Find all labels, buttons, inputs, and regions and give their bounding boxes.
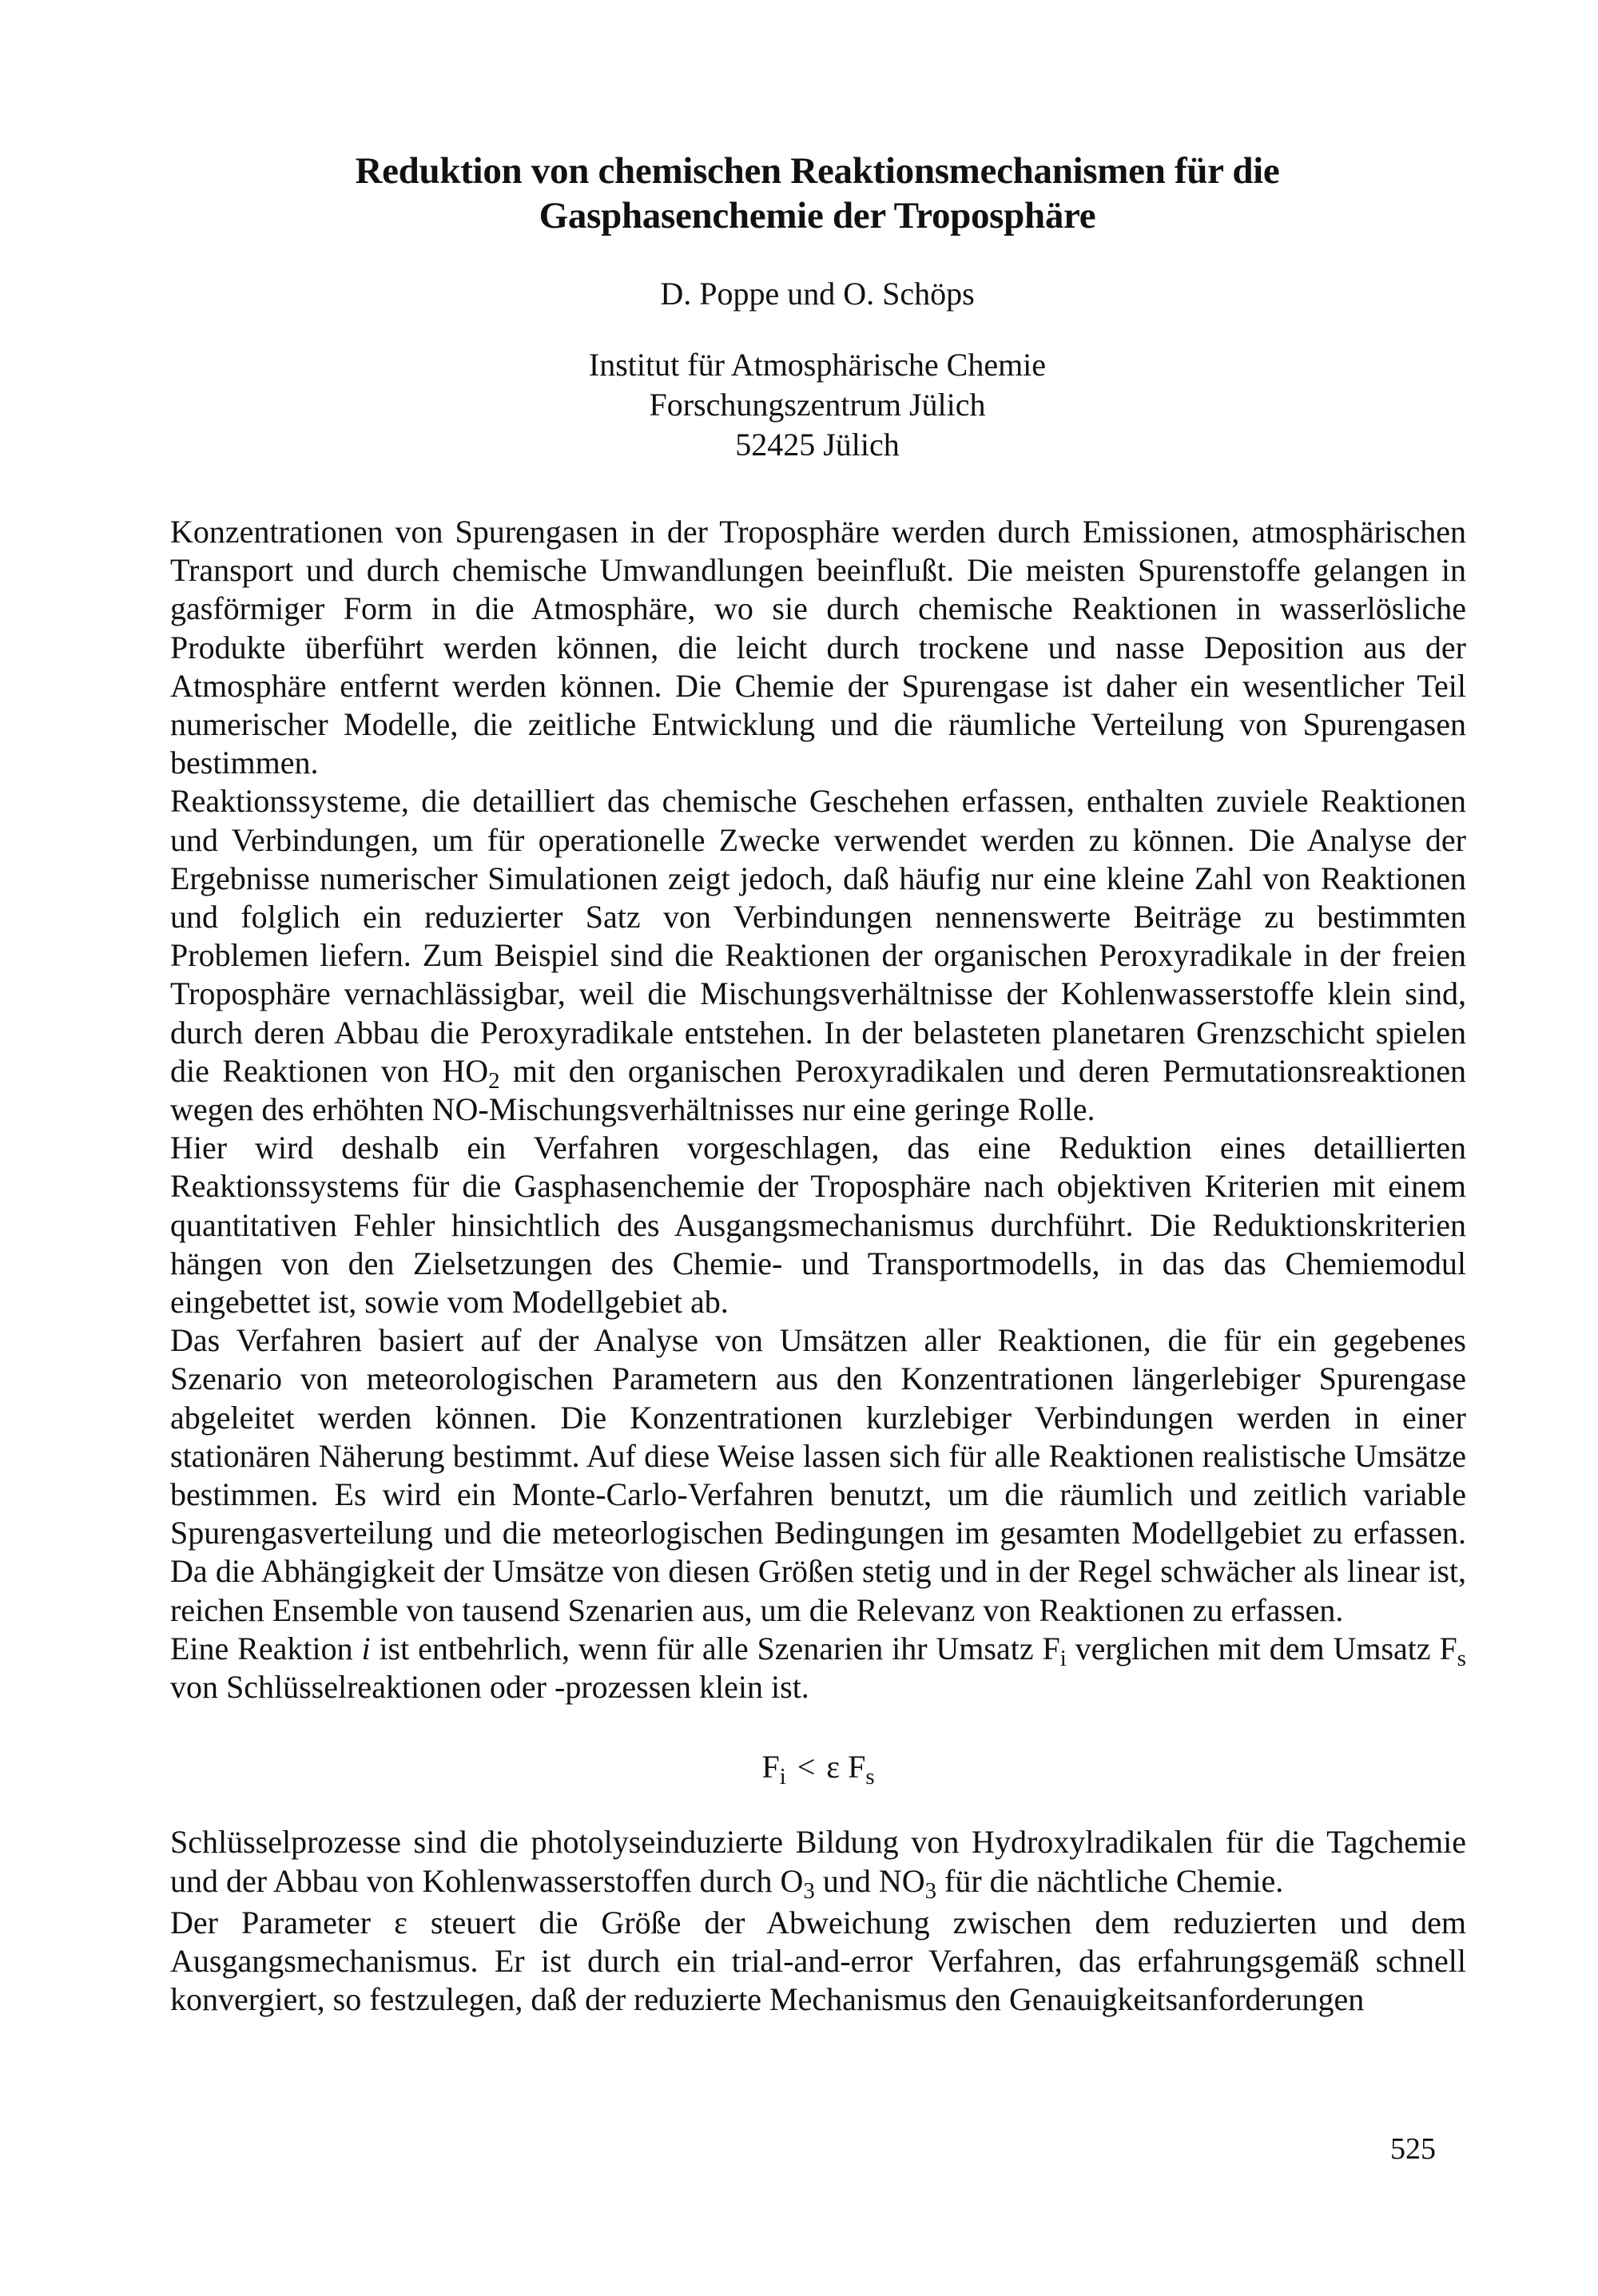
paragraph-7: Der Parameter ε steuert die Größe der Abweichung zwischen dem reduzierten und dem Ausgangsmechanismus. Er ist durch ein trial-and-error Verfahren, das erfahrungsgemäß schnell konvergiert, so festzulegen, daß der reduzierte Mechanismus den Genauigkeitsanforderungen <box>170 1904 1466 2018</box>
affiliation-institute: Institut für Atmosphärische Chemie <box>588 347 1047 383</box>
paragraph-5-text-c: verglichen mit dem Umsatz F <box>1066 1630 1457 1666</box>
subscript: i <box>779 1764 786 1790</box>
paragraph-6-text-c: für die nächtliche Chemie. <box>936 1862 1284 1899</box>
paragraph-2-text-b: mit den organischen Peroxyradikalen und deren Permutationsreaktionen wegen des erhöhten NO-Mischungsverhältnisses nur eine geringe Rolle. <box>170 1052 1466 1128</box>
authors: D. Poppe und O. Schöps <box>660 276 975 312</box>
paragraph-2 <box>170 782 1466 1129</box>
paragraph-5-text-a: Eine Reaktion <box>170 1630 362 1666</box>
page-number: 525 <box>1390 2132 1436 2166</box>
affiliation <box>170 345 1465 465</box>
paragraph-3: Hier wird deshalb ein Verfahren vorgeschlagen, das eine Reduktion eines detaillierten Reaktionssystems für die Gasphasenchemie der Troposphäre nach objektiven Kriterien mit einem quantitativen Fehler hinsichtlich des Ausgangsmechanismus durchführt. Die Reduktionskriterien hängen von den Zielsetzungen des Chemie- und Transportmodells, in das das Chemiemodul eingebettet ist, sowie vom Modellgebiet ab. <box>170 1130 1466 1321</box>
title-line-2: Gasphasenchemie der Troposphäre <box>539 195 1096 236</box>
subscript: i <box>1059 1645 1067 1671</box>
paragraph-1: Konzentrationen von Spurengasen in der Troposphäre werden durch Emissionen, atmosphärischen Transport und durch chemische Umwandlungen beeinflußt. Die meisten Spurenstoffe gelangen in gasförmiger Form in die Atmosphäre, wo sie durch chemische Reaktionen in wasserlösliche Produkte überführt werden können, die leicht durch trockene und nasse Deposition aus der Atmosphäre entfernt werden können. Die Chemie der Spurengase ist daher ein wesentlicher Teil numerischer Modelle, die zeitliche Entwicklung und die räumliche Verteilung von Spurengasen bestimmen. <box>170 514 1466 781</box>
paragraph-4: Das Verfahren basiert auf der Analyse von Umsätzen aller Reaktionen, die für ein gegebenes Szenario von meteorologischen Parametern aus den Konzentrationen längerlebiger Spurengase abgeleitet werden können. Die Konzentrationen kurzlebiger Verbindungen werden in einer stationären Näherung bestimmt. Auf diese Weise lassen sich für alle Reaktionen realistische Umsätze bestimmen. Es wird ein Monte-Carlo-Verfahren benutzt, um die räumlich und zeitlich variable Spurengasverteilung und die meteorlogischen Bedingungen im gesamten Modellgebiet zu erfassen. Da die Abhängigkeit der Umsätze von diesen Größen stetig und in der Regel schwächer als linear ist, reichen Ensemble von tausend Szenarien aus, um die Relevanz von Reaktionen zu erfassen. <box>170 1322 1466 1628</box>
paragraph-6-text-a: Schlüsselprozesse sind die photolyseinduzierte Bildung von Hydroxylradikalen für die Tagchemie und der Abbau von Kohlenwasserstoffen durch O <box>170 1824 1466 1899</box>
paper-title <box>170 149 1465 238</box>
paragraph-5 <box>170 1630 1466 1706</box>
affiliation-center: Forschungszentrum Jülich <box>649 387 986 423</box>
paragraph-6-text-b: und NO <box>814 1862 925 1899</box>
paragraph-5-text-b: ist entbehrlich, wenn für alle Szenarien ihr Umsatz F <box>370 1630 1060 1666</box>
affiliation-city: 52425 Jülich <box>735 427 900 463</box>
subscript: 3 <box>803 1877 815 1904</box>
paragraph-5-text-d: von Schlüsselreaktionen oder -prozessen klein ist. <box>170 1669 809 1706</box>
equation-rhs: F <box>848 1749 866 1786</box>
subscript: 3 <box>924 1877 937 1904</box>
paragraph-2-text-a: Reaktionssysteme, die detailliert das chemische Geschehen erfassen, enthalten zuviele Reaktionen und Verbindungen, um für operationelle Zwecke verwendet werden zu können. Die Analyse der Ergebnisse numerischer Simulationen zeigt jedoch, daß häufig nur eine kleine Zahl von Reaktionen und folglich ein reduzierter Satz von Verbindungen nennenswerte Beiträge zu bestimmten Problemen liefern. Zum Beispiel sind die Reaktionen der organischen Peroxyradikale in der freien Troposphäre vernachlässigbar, weil die Mischungsverhältnisse der Kohlenwasserstoffe klein sind, durch deren Abbau die Peroxyradikale entstehen. In der belasteten planetaren Grenzschicht spielen die Reaktionen von HO <box>170 783 1466 1089</box>
body-text <box>170 513 1466 2019</box>
subscript: s <box>865 1764 875 1790</box>
equation-lhs: F <box>761 1749 780 1786</box>
paragraph-6 <box>170 1823 1466 1904</box>
title-line-1: Reduktion von chemischen Reaktionsmechanismen für die <box>355 150 1280 192</box>
subscript: s <box>1457 1645 1466 1671</box>
equation-operator: < <box>797 1749 816 1786</box>
equation-epsilon: ε <box>826 1749 841 1786</box>
italic-variable: i <box>361 1630 371 1666</box>
equation <box>170 1748 1466 1790</box>
subscript: 2 <box>488 1067 500 1094</box>
